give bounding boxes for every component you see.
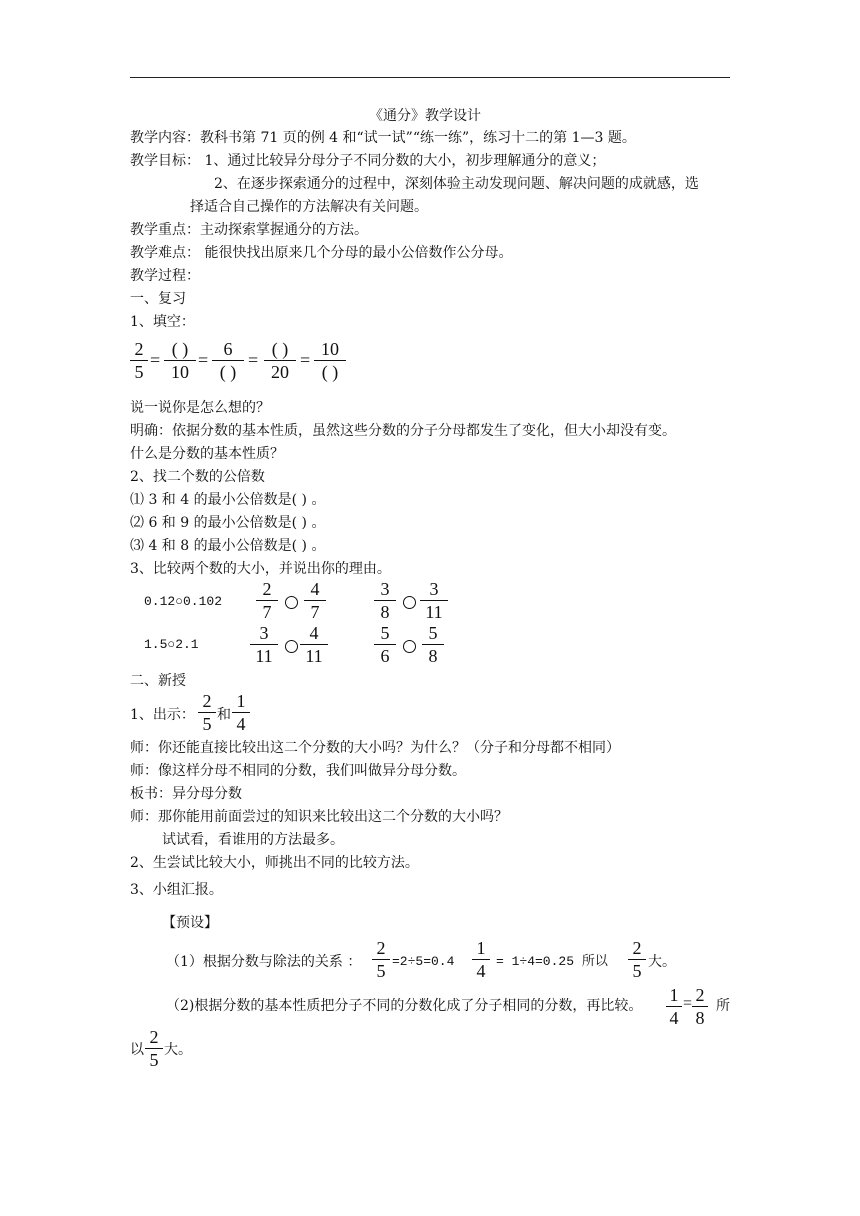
teacher-line-2: 师：像这样分母不相同的分数，我们叫做异分母分数。 — [130, 763, 466, 779]
method-1-conclusion: 大。 — [648, 954, 676, 970]
fraction-4-7: 4 7 — [304, 580, 326, 621]
fraction-6-blank: 6 ( ) — [212, 340, 244, 381]
board-note: 板书：异分母分数 — [130, 786, 242, 802]
page-title: 《通分》教学设计 — [369, 108, 481, 124]
fraction-2-5: 2 5 — [145, 1028, 163, 1069]
show-label: 1、出示： — [130, 707, 195, 723]
equals-sign: = — [198, 350, 209, 370]
preset-label: 【预设】 — [162, 915, 218, 931]
review-question-3: 3、比较两个数的大小，并说出你的理由。 — [130, 561, 391, 577]
new-heading: 二、新授 — [130, 673, 186, 689]
fraction-2-8: 2 8 — [692, 986, 708, 1027]
teacher-line-1: 师：你还能直接比较出这二个分数的大小吗？为什么？（分子和分母都不相同） — [130, 740, 620, 756]
fraction-3-11: 3 11 — [420, 580, 448, 621]
method-1-calc-a: =2÷5=0.4 — [392, 954, 455, 969]
step-2: 2、生尝试比较大小，师挑出不同的比较方法。 — [130, 855, 419, 871]
fraction-5-8: 5 8 — [422, 624, 444, 665]
lcm-item-2: ⑵ 6 和 9 的最小公倍数是( ) 。 — [130, 515, 326, 531]
step-3: 3、小组汇报。 — [130, 882, 223, 898]
fraction-blank-20: ( ) 20 — [264, 340, 296, 381]
review-ask: 说一说你是怎么想的？ — [130, 400, 270, 416]
equals-sign: = — [683, 995, 693, 1012]
fraction-3-8: 3 8 — [374, 580, 396, 621]
fraction-10-blank: 10 ( ) — [314, 340, 346, 381]
compare-circle — [285, 596, 298, 609]
review-what: 什么是分数的基本性质？ — [130, 446, 284, 462]
lcm-item-3: ⑶ 4 和 8 的最小公倍数是( ) 。 — [130, 538, 326, 554]
fraction-1-4: 1 4 — [666, 986, 682, 1027]
decimal-compare-1: 0.12○0.102 — [144, 594, 223, 609]
fraction-1-4: 1 4 — [232, 692, 250, 733]
and-label: 和 — [217, 707, 231, 723]
fraction-2-7: 2 7 — [256, 580, 278, 621]
method-1-intro: （1）根据分数与除法的关系 ： — [166, 954, 362, 970]
teacher-line-4: 试试看，看谁用的方法最多。 — [162, 832, 344, 848]
equals-sign: = — [300, 350, 311, 370]
fraction-2-5: 2 5 — [628, 939, 646, 980]
teaching-process: 教学过程： — [130, 268, 200, 284]
compare-circle — [403, 640, 416, 653]
compare-circle — [285, 640, 298, 653]
teaching-goal-2a: 2、在逐步探索通分的过程中，深刻体验主动发现问题、解决问题的成就感，选 — [214, 176, 699, 192]
teaching-key-point: 教学重点：主动探索掌握通分的方法。 — [130, 222, 368, 238]
equals-sign: = — [150, 350, 161, 370]
fraction-2-5: 2 5 — [198, 692, 216, 733]
lcm-item-1: ⑴ 3 和 4 的最小公倍数是( ) 。 — [130, 492, 326, 508]
method-2-intro: （2)根据分数的基本性质把分子不同的分数化成了分子相同的分数，再比较。 — [166, 998, 643, 1014]
review-question-2: 2、找二个数的公倍数 — [130, 469, 265, 485]
fraction-5-6: 5 6 — [374, 624, 396, 665]
method-2-conclusion: 大。 — [164, 1042, 192, 1058]
fraction-2-5: 2 5 — [130, 340, 148, 381]
teaching-goal-2b: 择适合自己操作的方法解决有关问题。 — [190, 199, 428, 215]
fraction-3-11: 3 11 — [250, 624, 278, 665]
compare-circle — [403, 596, 416, 609]
fraction-blank-10: ( ) 10 — [164, 340, 196, 381]
equals-sign: = — [248, 350, 259, 370]
fraction-2-5: 2 5 — [372, 939, 390, 980]
teaching-goal-1: 教学目标： 1、通过比较异分母分子不同分数的大小，初步理解通分的意义； — [130, 153, 606, 169]
teacher-line-3: 师：那你能用前面尝过的知识来比较出这二个分数的大小吗？ — [130, 809, 508, 825]
teaching-difficulty: 教学难点： 能很快找出原来几个分母的最小公倍数作公分母。 — [130, 245, 513, 261]
method-1-calc-b: = 1÷4=0.25 所以 — [496, 954, 608, 969]
header-rule — [130, 77, 730, 78]
review-heading: 一、复习 — [130, 291, 186, 307]
method-2-so-cont: 以 — [130, 1042, 144, 1058]
review-clarify: 明确：依据分数的基本性质，虽然这些分数的分子分母都发生了变化，但大小却没有变。 — [130, 423, 676, 439]
review-question-1: 1、填空： — [130, 314, 195, 330]
fraction-4-11: 4 11 — [300, 624, 328, 665]
method-2-so: 所 — [716, 998, 730, 1014]
decimal-compare-2: 1.5○2.1 — [144, 637, 199, 652]
fraction-1-4: 1 4 — [472, 939, 490, 980]
teaching-content: 教学内容：教科书第 71 页的例 4 和“试一试”“练一练”，练习十二的第 1—3 题。 — [130, 130, 636, 146]
